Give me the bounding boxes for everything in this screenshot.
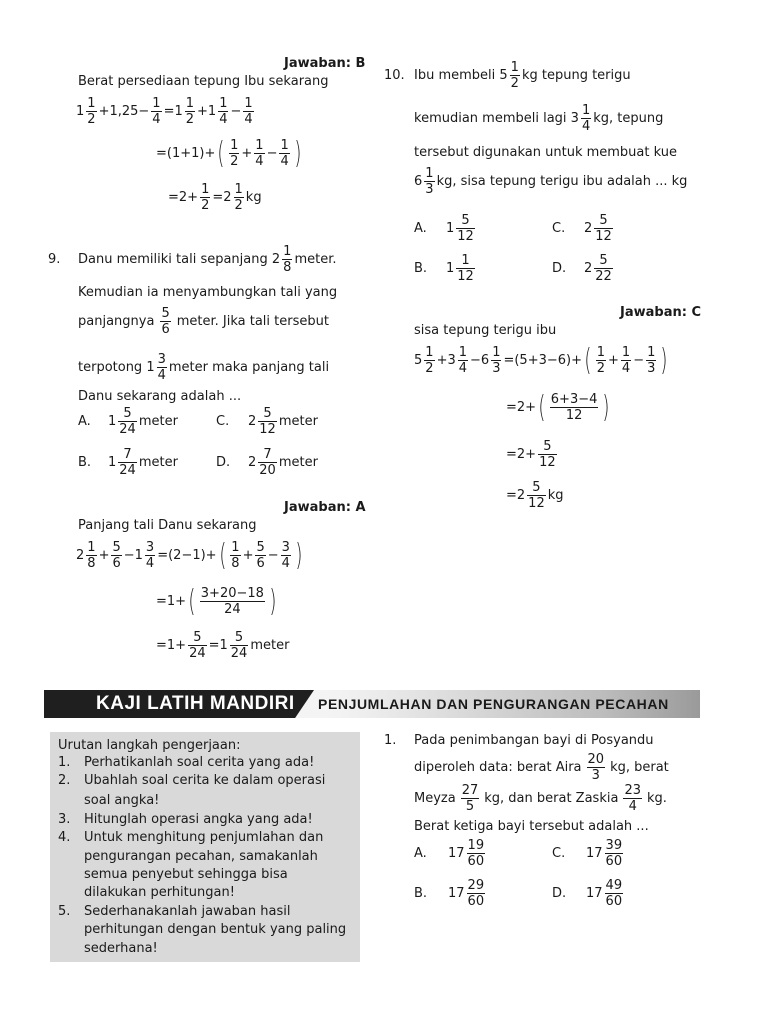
fraction: $\frac{20}{3}$ [587, 752, 605, 783]
prev-solution-intro: Berat persediaan tepung Ibu sekarang [78, 74, 329, 89]
q9-text1 [78, 244, 336, 275]
q10-option-d[interactable] [552, 253, 615, 284]
exercise1-number: 1. [384, 733, 397, 748]
term: +1,25− [98, 103, 150, 119]
term: =1 [208, 637, 228, 653]
fraction: $\frac{39}{60}$ [605, 838, 623, 869]
option-letter: C. [552, 845, 566, 861]
q10-solution-intro: sisa tepung terigu ibu [414, 323, 557, 338]
prev-solution-line3 [168, 182, 262, 213]
option-letter: D. [552, 885, 567, 901]
exercise1-option-c[interactable] [552, 838, 625, 869]
option-unit: meter [138, 454, 178, 470]
exercise1-option-d[interactable] [552, 878, 625, 909]
fraction: $\frac{5}{22}$ [595, 253, 612, 284]
exercise1-text: kg. [646, 790, 667, 806]
exercise1-text2 [414, 752, 669, 783]
fraction: $\frac{1}{12}$ [457, 253, 474, 284]
option-whole: 17 [448, 885, 465, 901]
option-whole: 1 [108, 413, 117, 429]
fraction: $\frac{19}{60}$ [467, 838, 485, 869]
q9-solution-line2: =1+ ( $\frac{3+20-18}{24}$ ) [156, 583, 277, 619]
fraction: $\frac{5}{24}$ [189, 630, 206, 661]
q9-number: 9. [48, 252, 61, 267]
fraction: $\frac{3}{4}$ [157, 352, 166, 383]
answer-a-label: Jawaban: A [284, 500, 366, 515]
q10-solution-line3 [506, 439, 559, 470]
q10-solution-line4 [506, 480, 564, 511]
q10-text: Ibu membeli 5 [414, 67, 508, 83]
q10-text3: tersebut digunakan untuk membuat kue [414, 145, 677, 160]
fraction: $\frac{5}{24}$ [119, 406, 136, 437]
exercise1-text: kg, dan berat Zaskia [484, 790, 619, 806]
fraction: $\frac{7}{24}$ [119, 447, 136, 478]
term: =2 [506, 487, 526, 503]
hint-step-number: 2. [58, 773, 71, 788]
option-whole: 1 [446, 260, 455, 276]
fraction: $\frac{1}{4}$ [621, 345, 631, 376]
fraction: $\frac{1}{3}$ [425, 166, 434, 197]
fraction: $\frac{1}{2}$ [185, 96, 195, 127]
fraction: $\frac{5}{12}$ [595, 213, 612, 244]
q10-text4 [414, 166, 687, 197]
q10-solution-line2: =2+ ( $\frac{6+3-4}{12}$ ) [506, 389, 610, 425]
term: +1 [197, 103, 217, 119]
option-letter: D. [216, 454, 231, 470]
hint-step-line: Sederhanakanlah jawaban hasil [84, 904, 291, 919]
hint-step-number: 3. [58, 812, 71, 827]
fraction: $\frac{5}{12}$ [457, 213, 474, 244]
q9-solution-line1: 2 $\frac{1}{8}$ + $\frac{5}{6}$ −1 $\frac{3}{4}$ =(2−1)+ ( $\frac{1}{8}$ + $\frac{5}{6}$ − $\frac{3}{4}$ ) [76, 537, 303, 573]
fraction: $\frac{1}{2}$ [230, 138, 239, 169]
q10-option-c[interactable] [552, 213, 615, 244]
fraction: $\frac{1}{3}$ [492, 345, 501, 376]
hint-step-line: pengurangan pecahan, samakanlah [84, 849, 318, 864]
fraction: $\frac{1}{8}$ [231, 540, 240, 571]
option-whole: 1 [446, 220, 455, 236]
fraction: $\frac{1}{2}$ [87, 96, 96, 127]
answer-b-label: Jawaban: B [284, 56, 366, 71]
option-letter: B. [414, 885, 428, 901]
fraction: $\frac{3}{4}$ [145, 540, 155, 571]
fraction: $\frac{1}{2}$ [596, 345, 605, 376]
hint-step-number: 1. [58, 755, 71, 770]
term: − [230, 103, 242, 119]
q9-option-c[interactable] [216, 406, 318, 437]
q9-text: terpotong 1 [78, 359, 155, 375]
fraction: $\frac{1}{4}$ [280, 138, 289, 169]
hint-step-line: perhitungan dengan bentuk yang paling [84, 922, 347, 937]
option-letter: A. [414, 220, 427, 236]
answer-c-label: Jawaban: C [620, 305, 701, 320]
fraction: $\frac{1}{4}$ [219, 96, 228, 127]
option-unit: meter [278, 454, 318, 470]
option-letter: C. [552, 220, 566, 236]
hint-step-line: sederhana! [84, 941, 158, 956]
fraction: $\frac{5}{12}$ [528, 480, 545, 511]
hint-step-line: Ubahlah soal cerita ke dalam operasi [84, 773, 326, 788]
option-letter: D. [552, 260, 567, 276]
exercise1-option-a[interactable] [414, 838, 487, 869]
fraction: $\frac{27}{5}$ [461, 783, 479, 814]
fraction: $\frac{7}{20}$ [259, 447, 276, 478]
q10-option-a[interactable] [414, 213, 477, 244]
fraction: $\frac{5}{6}$ [112, 540, 121, 571]
term: =1+ [156, 593, 187, 609]
term: 1 [76, 103, 85, 119]
prev-solution-line2: =(1+1)+ ( $\frac{1}{2}$ + $\frac{1}{4}$ − $\frac{1}{4}$ ) [156, 135, 302, 171]
fraction: $\frac{3+20-18}{24}$ [200, 586, 264, 617]
option-letter: B. [414, 260, 428, 276]
option-unit: meter [138, 413, 178, 429]
hint-step-line: dilakukan perhitungan! [84, 885, 235, 900]
fraction: $\frac{1}{2}$ [510, 60, 519, 91]
exercise1-text3 [414, 783, 667, 814]
q9-solution-intro: Panjang tali Danu sekarang [78, 518, 257, 533]
hint-step-line: soal angka! [84, 793, 160, 808]
fraction: $\frac{23}{4}$ [624, 783, 641, 814]
q10-solution-line1: 5 $\frac{1}{2}$ +3 $\frac{1}{4}$ −6 $\frac{1}{3}$ =(5+3−6)+ ( $\frac{1}{2}$ + $\frac{1}{4}$ − $\frac{1}{3}$ ) [414, 342, 668, 378]
term: =2+ [168, 189, 199, 205]
exercise1-text4: Berat ketiga bayi tersebut adalah ... [414, 819, 649, 834]
section-title: KAJI LATIH MANDIRI [96, 693, 295, 714]
term: =2 [212, 189, 232, 205]
fraction: $\frac{6+3-4}{12}$ [550, 392, 598, 423]
q9-text: panjangnya [78, 313, 155, 329]
q9-text2: Kemudian ia menyambungkan tali yang [78, 285, 338, 300]
q9-text: Danu memiliki tali sepanjang 2 [78, 251, 281, 267]
option-letter: B. [78, 454, 92, 470]
q9-solution-line3 [156, 630, 289, 661]
q10-text2 [414, 103, 663, 134]
option-whole: 17 [448, 845, 465, 861]
term: =(5+3−6)+ [503, 352, 582, 368]
unit: meter [250, 637, 290, 653]
q10-text: kg tepung terigu [521, 67, 631, 83]
fraction: $\frac{1}{4}$ [244, 96, 253, 127]
hint-step-line: Hitunglah operasi angka yang ada! [84, 812, 313, 827]
q9-text: meter. [294, 251, 337, 267]
q10-text1 [414, 60, 631, 91]
q10-text: kemudian membeli lagi 3 [414, 110, 579, 126]
q10-number: 10. [384, 68, 405, 83]
fraction: $\frac{1}{4}$ [458, 345, 468, 376]
hint-step-number: 4. [58, 830, 71, 845]
prev-solution-line1 [76, 96, 256, 127]
hint-heading: Urutan langkah pengerjaan: [58, 738, 241, 753]
q10-text: 6 [414, 173, 423, 189]
fraction: $\frac{49}{60}$ [605, 878, 623, 909]
option-whole: 1 [108, 454, 117, 470]
option-letter: A. [78, 413, 91, 429]
fraction: $\frac{5}{6}$ [161, 306, 170, 337]
fraction: $\frac{1}{3}$ [647, 345, 656, 376]
fraction: $\frac{1}{4}$ [152, 96, 161, 127]
fraction: $\frac{3}{4}$ [281, 540, 290, 571]
q9-option-d[interactable] [216, 447, 318, 478]
exercise1-text: diperoleh data: berat Aira [414, 759, 582, 775]
fraction: $\frac{5}{12}$ [259, 406, 276, 437]
q10-option-b[interactable] [414, 253, 477, 284]
hint-step-line: semua penyebut sehingga bisa [84, 867, 288, 882]
fraction: $\frac{1}{8}$ [87, 540, 96, 571]
option-whole: 2 [584, 260, 593, 276]
term: =2+ [506, 399, 537, 415]
exercise1-text: Meyza [414, 790, 456, 806]
q9-text5: Danu sekarang adalah ... [78, 389, 242, 404]
section-subtitle: PENJUMLAHAN DAN PENGURANGAN PECAHAN [318, 696, 669, 712]
term: =(1+1)+ [156, 145, 216, 161]
option-whole: 2 [248, 413, 257, 429]
option-letter: A. [414, 845, 427, 861]
q10-text: kg, sisa tepung terigu ibu adalah ... kg [436, 173, 688, 189]
fraction: $\frac{5}{24}$ [230, 630, 248, 661]
q9-text: meter. Jika tali tersebut [176, 313, 329, 329]
q9-text3 [78, 306, 329, 337]
q9-text4 [78, 352, 329, 383]
term: =2+ [506, 446, 537, 462]
option-whole: 2 [248, 454, 257, 470]
fraction: $\frac{1}{4}$ [581, 103, 591, 134]
fraction: $\frac{1}{2}$ [234, 182, 243, 213]
term: =1+ [156, 637, 187, 653]
fraction: $\frac{1}{4}$ [255, 138, 264, 169]
option-whole: 17 [586, 845, 603, 861]
option-whole: 2 [584, 220, 593, 236]
fraction: $\frac{5}{6}$ [256, 540, 265, 571]
exercise1-text: kg, berat [610, 759, 669, 775]
hint-step-number: 5. [58, 904, 71, 919]
fraction: $\frac{1}{2}$ [201, 182, 210, 213]
exercise1-option-b[interactable] [414, 878, 487, 909]
q10-text: kg, tepung [593, 110, 664, 126]
hint-step-line: Untuk menghitung penjumlahan dan [84, 830, 324, 845]
unit: kg [245, 189, 262, 205]
fraction: $\frac{1}{2}$ [425, 345, 434, 376]
q9-option-b[interactable] [78, 447, 178, 478]
fraction: $\frac{5}{12}$ [539, 439, 556, 470]
option-whole: 17 [586, 885, 603, 901]
exercise1-text1: Pada penimbangan bayi di Posyandu [414, 733, 654, 748]
option-unit: meter [278, 413, 318, 429]
hint-step-line: Perhatikanlah soal cerita yang ada! [84, 755, 315, 770]
fraction: $\frac{1}{8}$ [283, 244, 292, 275]
term: =1 [163, 103, 183, 119]
q9-text: meter maka panjang tali [168, 359, 330, 375]
unit: kg [547, 487, 564, 503]
fraction: $\frac{29}{60}$ [467, 878, 485, 909]
q9-option-a[interactable] [78, 406, 178, 437]
option-letter: C. [216, 413, 230, 429]
